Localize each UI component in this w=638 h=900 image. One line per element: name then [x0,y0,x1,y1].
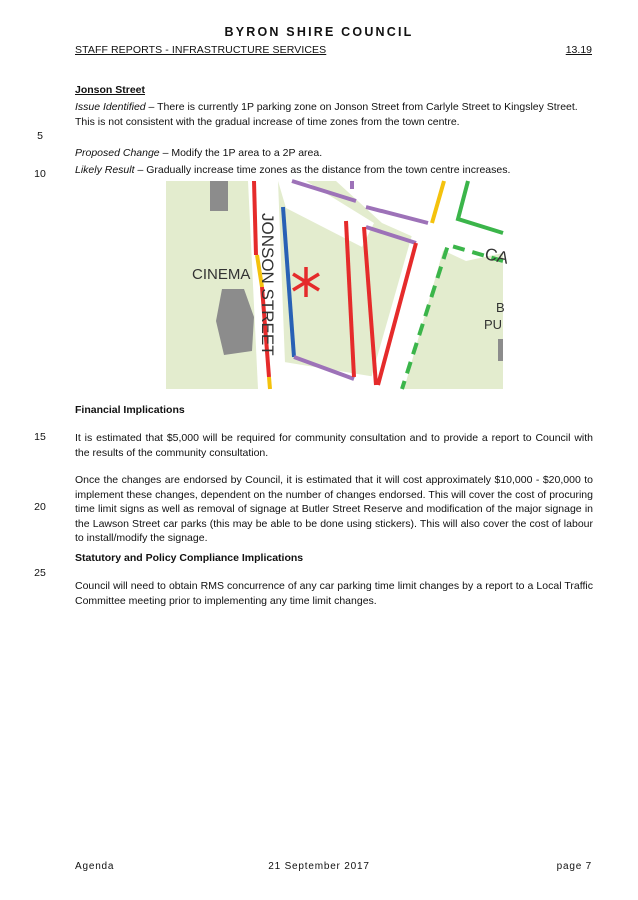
result-text: – Gradually increase time zones as the distance from the town centre increases. [134,164,511,176]
footer-agenda: Agenda [75,861,115,872]
line-number: 5 [37,130,43,142]
line-number: 15 [34,431,46,443]
footer-date: 21 September 2017 [268,861,370,872]
jonson-street-heading: Jonson Street [75,84,146,96]
jonson-street-map [166,181,511,389]
line-number: 25 [34,567,46,579]
jonson-street-label: JONSON STREET [258,213,277,356]
map-graphic [166,181,511,389]
cinema-label: CINEMA [192,266,251,283]
zone-yellow-left-bottom [269,377,270,389]
issue-paragraph [75,100,593,129]
footer-page-number: page 7 [556,861,592,872]
line-number: 10 [34,168,46,180]
change-lead: Proposed Change [75,147,160,159]
line-number: 20 [34,501,46,513]
statutory-heading: Statutory and Policy Compliance Implications [75,552,304,564]
building-right-edge [498,339,503,361]
financial-paragraph-1: It is estimated that $5,000 will be required for community consultation and to provide a report to Council with the results of the community consultation. [75,432,593,459]
result-paragraph [75,163,593,178]
carlyle-street-partial-label: CA [483,244,511,268]
issue-lead: Issue Identified [75,101,146,113]
report-section-title: STAFF REPORTS - INFRASTRUCTURE SERVICES [75,44,327,56]
change-text: – Modify the 1P area to a 2P area. [159,147,323,159]
result-lead: Likely Result [75,164,135,176]
change-paragraph [75,146,593,161]
financial-heading: Financial Implications [75,404,185,416]
partial-label-b: B [496,300,505,315]
item-number: 13.19 [565,44,592,56]
council-name: BYRON SHIRE COUNCIL [224,25,414,39]
issue-text: – There is currently 1P parking zone on Jonson Street from Carlyle Street to Kingsley Street. This is not consistent with the gradual increase of time zones from the town centre. [75,101,578,128]
partial-label-pu: PU [484,317,503,332]
building-top [210,181,228,211]
statutory-paragraph: Council will need to obtain RMS concurrence of any car parking time limit changes by a report to a Local Traffic Committee meeting prior to implementing any time limit changes. [75,580,593,607]
financial-paragraph-2: Once the changes are endorsed by Council, it is estimated that it will cost approximately $10,000 - $20,000 to implement these changes, dependent on the number of changes endorsed. This will cover the cost of procuring time limit signs as well as removal of signage at Butler Street Reserve and modification of the major signage in the Lawson Street car parks (this may be able to be done using stickers). This will also cover the cost of labour to install/modify the signage. [75,474,593,544]
zone-red-left-upper [254,181,256,255]
